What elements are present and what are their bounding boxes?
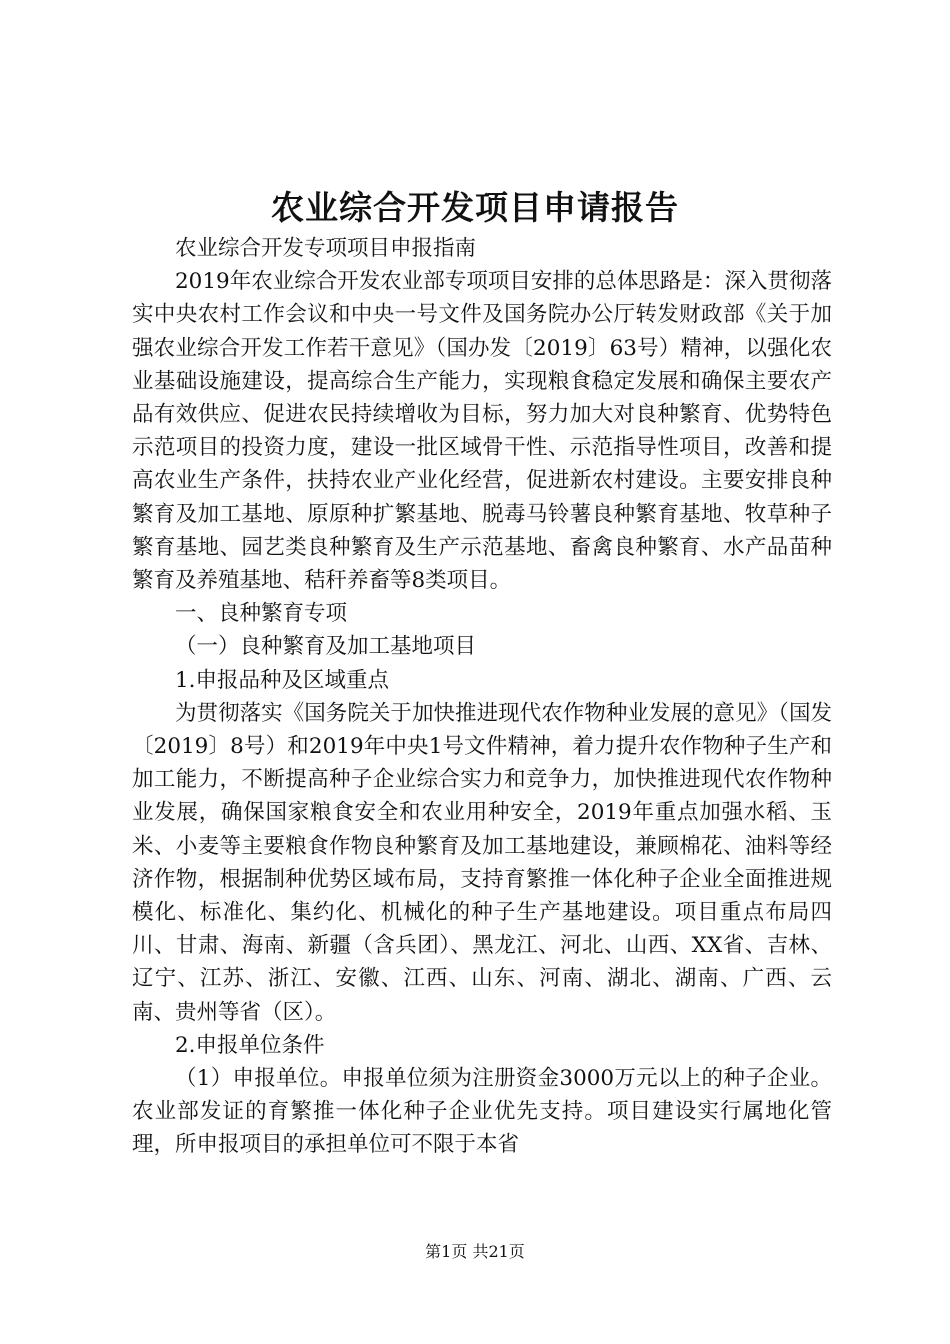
paragraph-subtitle: 农业综合开发专项项目申报指南 [175,236,477,261]
paragraph-overview: 2019年农业综合开发农业部专项项目安排的总体思路是：深入贯彻落实中央农村工作会议和中央一号文件及国务院办公厅转发财政部《关于加强农业综合开发工作若干意见》（国办发〔2019〕63号）精神，以强化农业基础设施建设，提高综合生产能力，实现粮食稳定发展和确保主要农产品有效供应、促进农民持续增收为目标，努力加大对良种繁育、优势特色示范项目的投资力度，建设一批区域骨干性、示范指导性项目，改善和提高农业生产条件，扶持农业产业化经营，促进新农村建设。主要安排良种繁育及加工基地、原原种扩繁基地、脱毒马铃薯良种繁育基地、牧草种子繁育基地、园艺类良种繁育及生产示范基地、畜禽良种繁育、水产品苗种繁育及养殖基地、秸秆养畜等8类项目。 [132,269,832,594]
subsection-heading-1: （一）良种繁育及加工基地项目 [175,634,477,660]
item-heading-2: 2.申报单位条件 [175,1032,325,1058]
document-body [132,232,832,1162]
section-heading-1: 一、良种繁育专项 [175,601,348,627]
paragraph-varieties-regions: 为贯彻落实《国务院关于加快推进现代农作物种业发展的意见》（国发〔2019〕8号）和2019年中央1号文件精神，着力提升农作物种子生产和加工能力，不断提高种子企业综合实力和竞争力，加快推进现代农作物种业发展，确保国家粮食安全和农业用种安全，2019年重点加强水稻、玉米、小麦等主要粮食作物良种繁育及加工基地建设，兼顾棉花、油料等经济作物，根据制种优势区域布局，支持育繁推一体化种子企业全面推进规模化、标准化、集约化、机械化的种子生产基地建设。项目重点布局四川、甘肃、海南、新疆（含兵团）、黑龙江、河北、山西、XX省、吉林、辽宁、江苏、浙江、安徽、江西、山东、河南、湖北、湖南、广西、云南、贵州等省（区）。 [132,700,832,1025]
page-footer: 第1页 共21页 [425,1242,525,1261]
document-title: 农业综合开发项目申请报告 [271,188,679,227]
item-heading-1: 1.申报品种及区域重点 [175,667,390,693]
paragraph-applicant: （1）申报单位。申报单位须为注册资金3000万元以上的种子企业。农业部发证的育繁推一体化种子企业优先支持。项目建设实行属地化管理，所申报项目的承担单位可不限于本省 [132,1066,832,1158]
